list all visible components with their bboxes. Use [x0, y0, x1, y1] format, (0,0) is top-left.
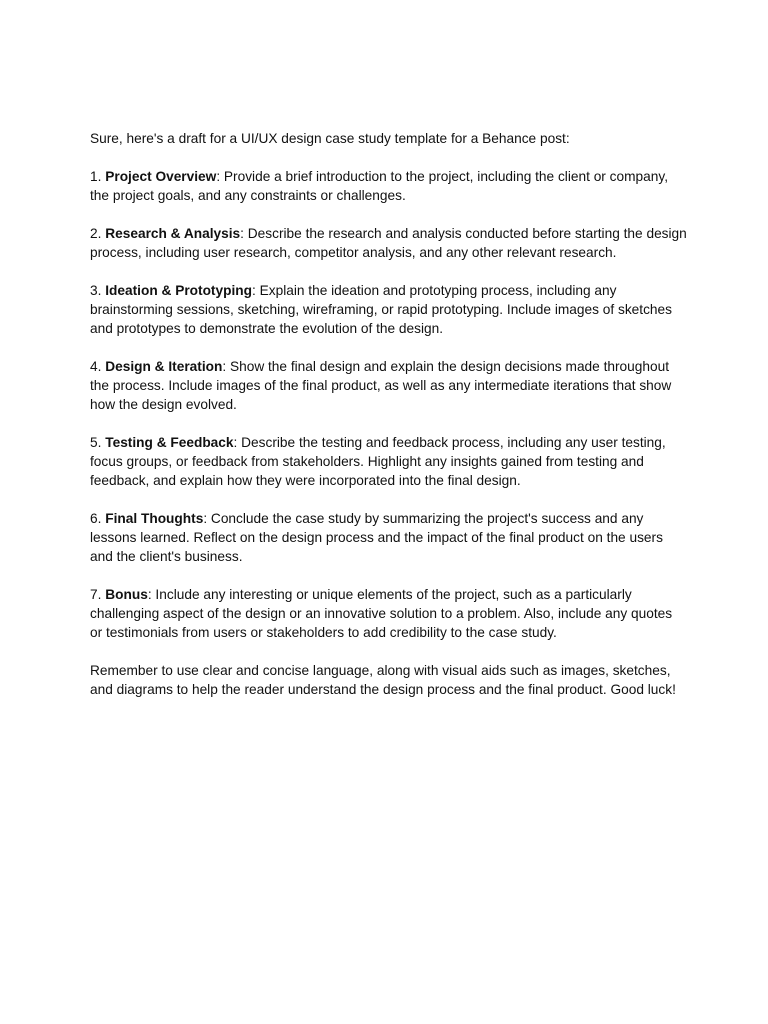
- section-number: 4.: [90, 359, 102, 374]
- section-heading: Research & Analysis: [105, 226, 241, 241]
- section-heading: Design & Iteration: [105, 359, 223, 374]
- section-text: : Provide a brief introduction to the project, including the client or company, the project goals, and any constraints or challenges.: [90, 169, 668, 203]
- section-final-thoughts: [90, 509, 688, 566]
- section-heading: Project Overview: [105, 169, 217, 184]
- section-design-iteration: [90, 357, 688, 414]
- section-text: : Describe the research and analysis conducted before starting the design process, including user research, competitor analysis, and any other relevant research.: [90, 226, 687, 260]
- section-bonus: [90, 585, 688, 642]
- section-heading: Bonus: [105, 587, 148, 602]
- section-number: 7.: [90, 587, 102, 602]
- section-number: 5.: [90, 435, 102, 450]
- section-heading: Final Thoughts: [105, 511, 204, 526]
- section-testing-feedback: [90, 433, 688, 490]
- section-text: : Describe the testing and feedback process, including any user testing, focus groups, or feedback from stakeholders. Highlight any insights gained from testing and feedback, and explain how they were incorporated into the final design.: [90, 435, 666, 488]
- section-heading: Testing & Feedback: [105, 435, 234, 450]
- section-number: 6.: [90, 511, 102, 526]
- document-body: [90, 129, 688, 718]
- section-number: 3.: [90, 283, 102, 298]
- section-text: : Include any interesting or unique elements of the project, such as a particularly challenging aspect of the design or an innovative solution to a problem. Also, include any quotes or testimonials from users or stakeholders to add credibility to the case study.: [90, 587, 673, 640]
- section-research-analysis: [90, 224, 688, 262]
- section-text: : Show the final design and explain the design decisions made throughout the process. Include images of the final product, as well as any intermediate iterations that show how the design evolved.: [90, 359, 672, 412]
- section-text: : Conclude the case study by summarizing the project's success and any lessons learned. Reflect on the design process and the impact of the final product on the users and the client's business.: [90, 511, 663, 564]
- section-heading: Ideation & Prototyping: [105, 283, 252, 298]
- section-ideation-prototyping: [90, 281, 688, 338]
- section-project-overview: [90, 167, 688, 205]
- closing-paragraph: Remember to use clear and concise language, along with visual aids such as images, sketches, and diagrams to help the reader understand the design process and the final product. Good luck!: [90, 663, 676, 697]
- section-number: 1.: [90, 169, 102, 184]
- intro-paragraph: Sure, here's a draft for a UI/UX design case study template for a Behance post:: [90, 131, 570, 146]
- section-number: 2.: [90, 226, 102, 241]
- section-text: : Explain the ideation and prototyping process, including any brainstorming sessions, sketching, wireframing, or rapid prototyping. Include images of sketches and prototypes to demonstrate the evolution of the design.: [90, 283, 672, 336]
